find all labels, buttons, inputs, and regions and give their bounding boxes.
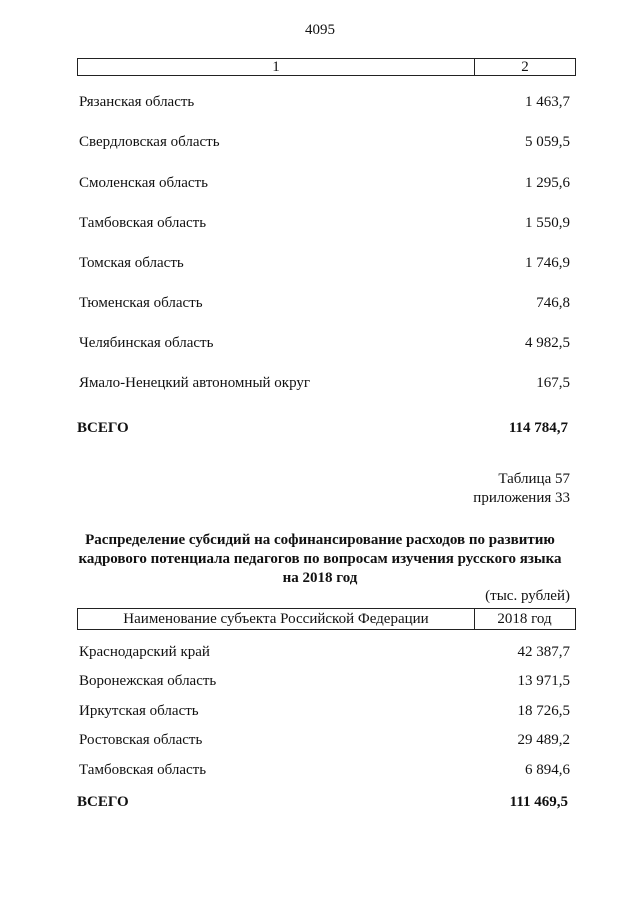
column-2-header: 2 — [521, 59, 529, 75]
region-name: Тюменская область — [79, 295, 203, 311]
table-row — [79, 701, 570, 721]
table-row — [79, 730, 570, 750]
region-value: 5 059,5 — [525, 134, 570, 150]
total-value: 111 469,5 — [509, 794, 568, 810]
region-value: 1 550,9 — [525, 215, 570, 231]
total-label: ВСЕГО — [77, 420, 129, 436]
region-name: Смоленская область — [79, 175, 208, 191]
region-value: 1 746,9 — [525, 255, 570, 271]
column-header-year: 2018 год — [497, 611, 552, 627]
region-name: Рязанская область — [79, 94, 195, 110]
column-1-header: 1 — [78, 59, 475, 75]
table-row — [79, 642, 570, 662]
region-name: Воронежская область — [79, 673, 217, 689]
region-name: Свердловская область — [79, 134, 220, 150]
table-row — [79, 333, 570, 353]
title-line: на 2018 год — [282, 570, 358, 586]
region-value: 18 726,5 — [517, 703, 570, 719]
region-value: 13 971,5 — [517, 673, 570, 689]
total-row — [77, 418, 568, 438]
table-row — [79, 373, 570, 393]
table-row — [79, 173, 570, 193]
page-number: 4095 — [305, 22, 335, 38]
region-value: 1 295,6 — [525, 175, 570, 191]
region-value: 29 489,2 — [517, 732, 570, 748]
table-title — [0, 531, 640, 588]
region-value: 1 463,7 — [525, 94, 570, 110]
total-label: ВСЕГО — [77, 794, 129, 810]
total-row — [77, 792, 568, 812]
appendix-reference: приложения 33 — [473, 490, 570, 506]
region-name: Ростовская область — [79, 732, 203, 748]
region-name: Томская область — [79, 255, 184, 271]
table-row — [79, 253, 570, 273]
region-value: 4 982,5 — [525, 335, 570, 351]
title-line: Распределение субсидий на софинансирование расходов по развитию — [85, 532, 555, 548]
region-name: Краснодарский край — [79, 644, 210, 660]
region-value: 746,8 — [536, 295, 570, 311]
region-value: 167,5 — [536, 375, 570, 391]
table-number: Таблица 57 — [498, 471, 570, 487]
total-value: 114 784,7 — [508, 420, 568, 436]
table-row — [79, 293, 570, 313]
region-value: 42 387,7 — [517, 644, 570, 660]
region-name: Челябинская область — [79, 335, 214, 351]
region-name: Тамбовская область — [79, 762, 207, 778]
table-row — [79, 760, 570, 780]
units-label: (тыс. рублей) — [485, 588, 570, 604]
column-number-header — [77, 58, 576, 76]
region-value: 6 894,6 — [525, 762, 570, 778]
table-row — [79, 92, 570, 112]
table-row — [79, 132, 570, 152]
table-caption — [473, 470, 570, 508]
column-header-region: Наименование субъекта Российской Федерации — [78, 609, 475, 629]
region-name: Тамбовская область — [79, 215, 207, 231]
table-row — [79, 213, 570, 233]
table-row — [79, 671, 570, 691]
region-name: Иркутская область — [79, 703, 199, 719]
region-name: Ямало-Ненецкий автономный округ — [79, 375, 311, 391]
title-line: кадрового потенциала педагогов по вопросам изучения русского языка — [78, 551, 562, 567]
table-header — [77, 608, 576, 630]
